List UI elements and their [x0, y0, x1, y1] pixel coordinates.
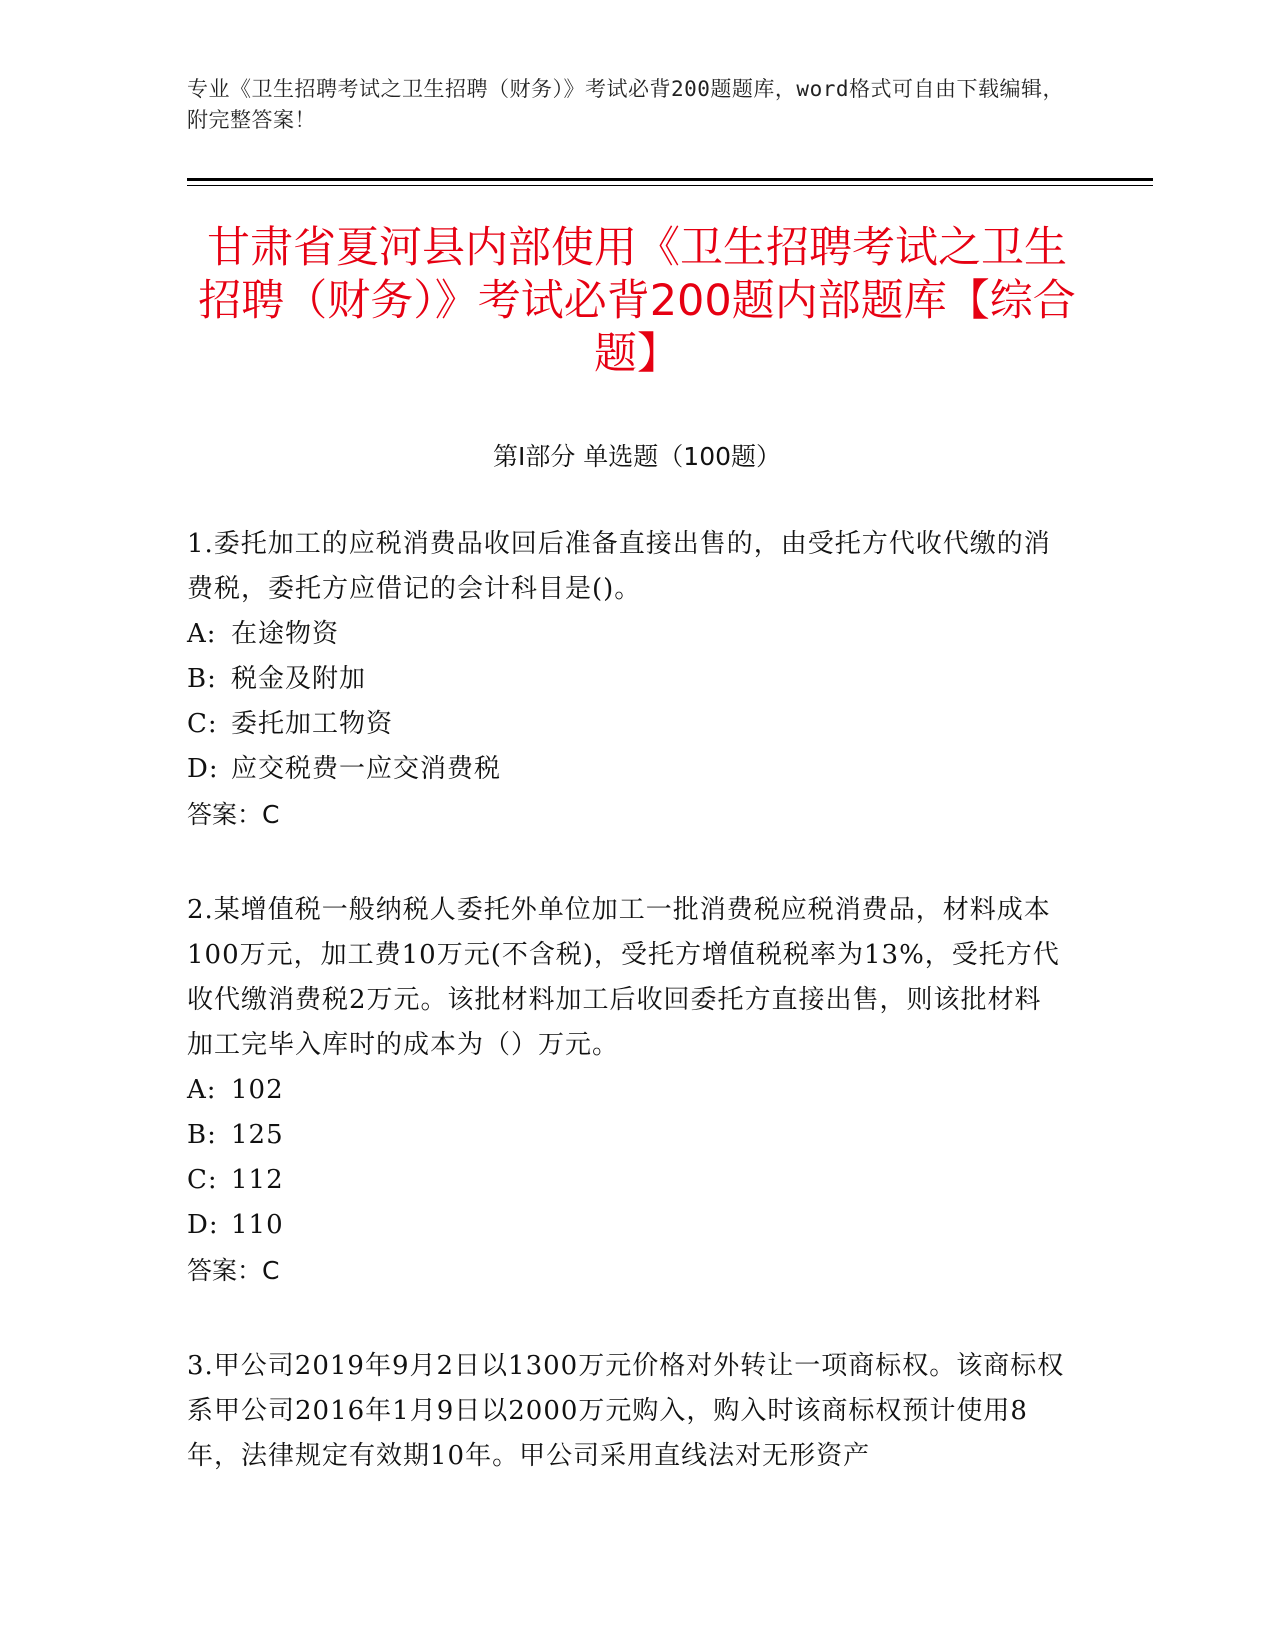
- option-d: [187, 1203, 1067, 1248]
- option-letter: A:: [187, 1075, 217, 1105]
- option-letter: C:: [187, 709, 218, 739]
- question-3: [187, 1344, 1067, 1479]
- document-title: 甘肃省夏河县内部使用《卫生招聘考试之卫生招聘（财务）》考试必背200题内部题库【综合题】: [198, 223, 1076, 379]
- option-text: 125: [231, 1120, 284, 1150]
- option-text: 112: [231, 1165, 284, 1195]
- option-c: [187, 702, 1067, 747]
- question-stem: 3.甲公司2019年9月2日以1300万元价格对外转让一项商标权。该商标权系甲公司2016年1月9日以2000万元购入，购入时该商标权预计使用8年，法律规定有效期10年。甲公司采用直线法对无形资产: [187, 1351, 1065, 1471]
- section-title: 第Ⅰ部分 单选题（100题）: [492, 442, 782, 471]
- option-text: 在途物资: [231, 619, 340, 649]
- option-letter: D:: [187, 1210, 219, 1240]
- option-text: 委托加工物资: [231, 709, 394, 739]
- option-letter: D:: [187, 754, 219, 784]
- option-letter: B:: [187, 664, 217, 694]
- option-text: 税金及附加: [231, 664, 367, 694]
- header-divider-thin: [187, 185, 1153, 186]
- option-text: 应交税费一应交消费税: [231, 754, 502, 784]
- option-letter: A:: [187, 619, 217, 649]
- option-a: [187, 1068, 1067, 1113]
- question-2: [187, 888, 1067, 1293]
- option-text: 102: [231, 1075, 284, 1105]
- option-b: [187, 1113, 1067, 1158]
- option-a: [187, 612, 1067, 657]
- option-b: [187, 657, 1067, 702]
- answer-line: 答案：C: [187, 800, 280, 829]
- question-1: [187, 522, 1067, 837]
- question-stem: 1.委托加工的应税消费品收回后准备直接出售的，由受托方代收代缴的消费税，委托方应借记的会计科目是()。: [187, 529, 1051, 604]
- option-d: [187, 747, 1067, 792]
- header-note: 专业《卫生招聘考试之卫生招聘（财务）》考试必背200题题库，word格式可自由下载编辑，附完整答案！: [187, 77, 1064, 132]
- header-divider-thick: [187, 178, 1153, 181]
- question-stem: 2.某增值税一般纳税人委托外单位加工一批消费税应税消费品，材料成本100万元，加工费10万元(不含税)，受托方增值税税率为13%，受托方代收代缴消费税2万元。该批材料加工后收回委托方直接出售，则该批材料加工完毕入库时的成本为（）万元。: [187, 895, 1060, 1060]
- option-letter: B:: [187, 1120, 217, 1150]
- option-text: 110: [231, 1210, 284, 1240]
- option-c: [187, 1158, 1067, 1203]
- option-letter: C:: [187, 1165, 218, 1195]
- answer-line: 答案：C: [187, 1256, 280, 1285]
